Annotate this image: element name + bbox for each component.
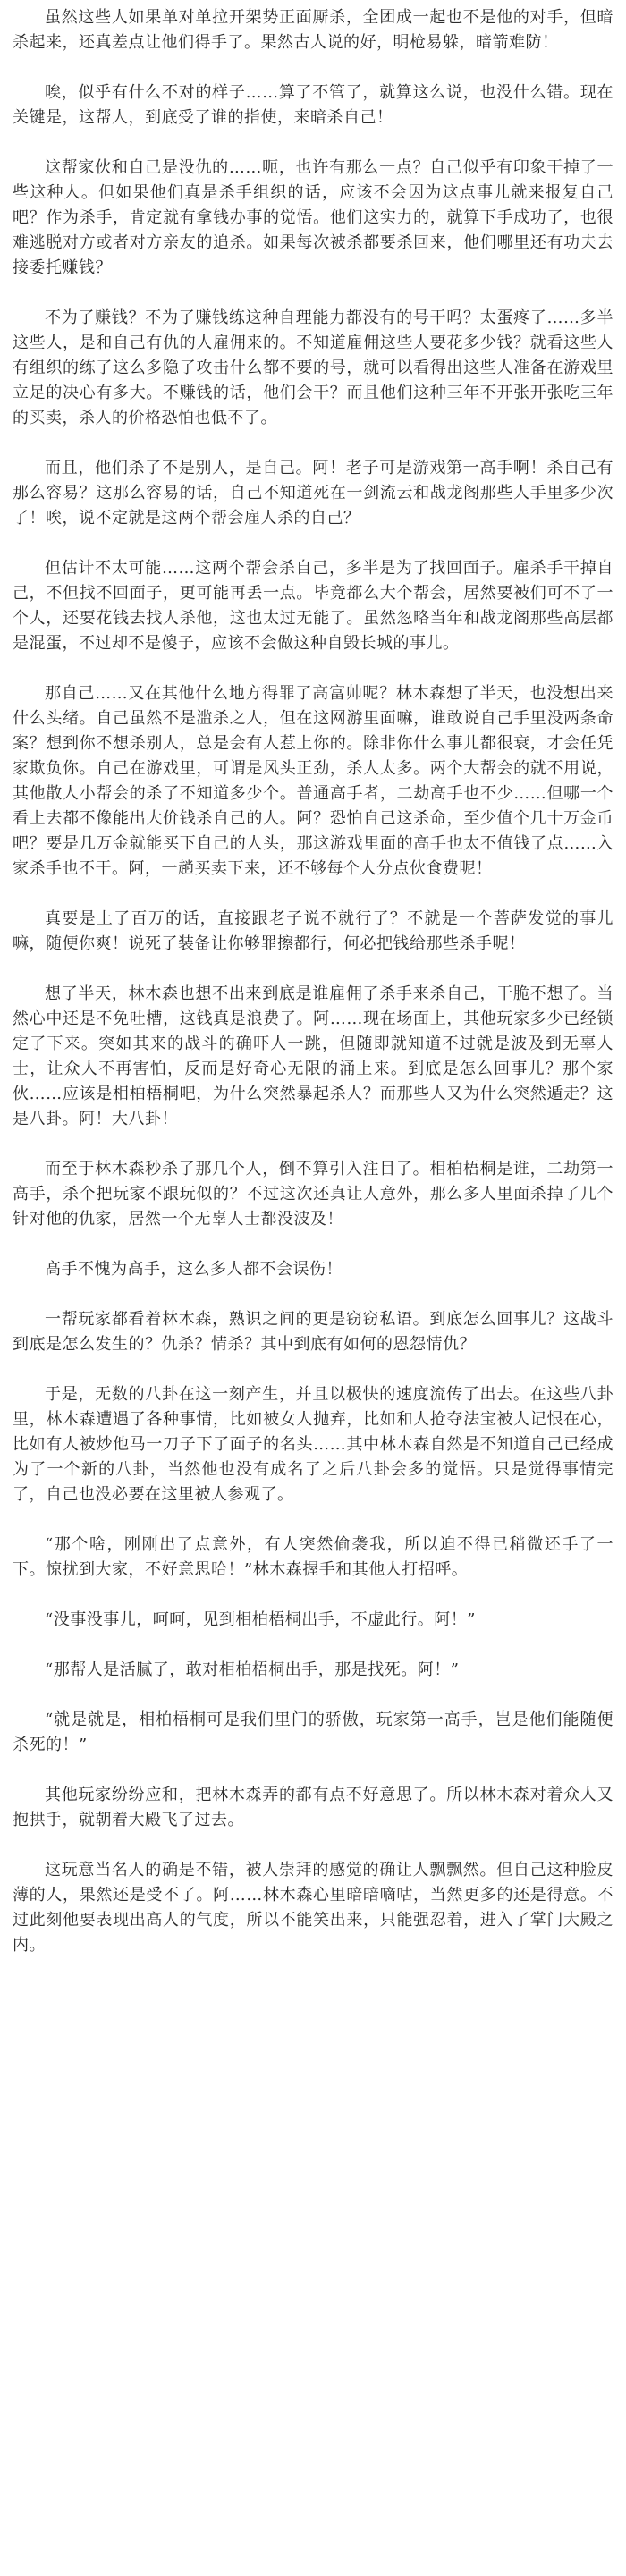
paragraph: 那自己……又在其他什么地方得罪了高富帅呢？林木森想了半天，也没想出来什么头绪。自己虽然不是滥杀之人，但在这网游里面嘛，谁敢说自己手里没两条命案？想到你不想杀别人，总是会有人惹上你的。除非你什么事儿都很衰，才会任凭家欺负你。自己在游戏里，可谓是风头正劲，杀人太多。两个大帮会的就不用说，其他散人小帮会的杀了不知道多少个。普通高手者，二劫高手也不少……但哪一个看上去都不像能出大价钱杀自己的人。阿？恐怕自己这杀命，至少值个几十万金币吧？要是几万金就能买下自己的人头，那这游戏里面的高手也太不值钱了点……入家杀手也不干。阿，一趟买卖下来，还不够每个人分点伙食费呢！ xyxy=(13,684,613,878)
paragraph: “那个啥，刚刚出了点意外，有人突然偷袭我，所以迫不得已稍微还手了一下。惊扰到大家，不好意思哈！”林木森握手和其他人打招呼。 xyxy=(13,1535,613,1579)
paragraph: 想了半天，林木森也想不出来到底是谁雇佣了杀手来杀自己，干脆不想了。当然心中还是不免吐槽，这钱真是浪费了。阿……现在场面上，其他玩家多少已经锁定了下来。突如其来的战斗的确吓人一跳，但随即就知道不过就是波及到无辜人士，让众人不再害怕，反而是好奇心无限的涌上来。到底是怎么回事儿？那个家伙……应该是相柏梧桐吧，为什么突然暴起杀人？而那些人又为什么突然遁走？这是八卦。阿！大八卦！ xyxy=(13,984,613,1128)
paragraph: “就是就是，相柏梧桐可是我们里门的骄傲，玩家第一高手，岂是他们能随便杀死的！” xyxy=(13,1710,613,1754)
paragraph: 真要是上了百万的话，直接跟老子说不就行了？不就是一个菩萨发觉的事儿嘛，随便你爽！说死了装备让你够罪擦都行，何必把钱给那些杀手呢！ xyxy=(13,909,613,953)
paragraph: 而至于林木森秒杀了那几个人，倒不算引入注目了。相柏梧桐是谁，二劫第一高手，杀个把玩家不跟玩似的？不过这次还真让人意外，那么多人里面杀掉了几个针对他的仇家，居然一个无辜人士都没波及！ xyxy=(13,1160,613,1229)
paragraph: “那帮人是活腻了，敢对相柏梧桐出手，那是找死。阿！” xyxy=(45,1660,460,1679)
paragraph: 其他玩家纷纷应和，把林木森弄的都有点不好意思了。所以林木森对着众人又抱拱手，就朝着大殿飞了过去。 xyxy=(13,1786,613,1829)
paragraph: 这帮家伙和自己是没仇的……呃，也许有那么一点？自己似乎有印象干掉了一些这种人。但如果他们真是杀手组织的话，应该不会因为这点事儿就来报复自己吧？作为杀手，肯定就有拿钱办事的觉悟。他们这实力的，就算下手成功了，也很难逃脱对方或者对方亲友的追杀。如果每次被杀都要杀回来，他们哪里还有功夫去接委托赚钱？ xyxy=(13,158,613,277)
chapter-body xyxy=(13,5,613,1958)
paragraph: 虽然这些人如果单对单拉开架势正面厮杀，全团成一起也不是他的对手，但暗杀起来，还真差点让他们得手了。果然古人说的好，明枪易躲，暗箭难防！ xyxy=(13,8,613,52)
paragraph: 于是，无数的八卦在这一刻产生，并且以极快的速度流传了出去。在这些八卦里，林木森遭遇了各种事情，比如被女人抛弃，比如和人抢夺法宝被人记恨在心，比如有人被炒他马一刀子下了面子的名头……其中林木森自然是不知道自己已经成为了一个新的八卦，当然他也没有成名了之后八卦会多的觉悟。只是觉得事情完了，自己也没必要在这里被人参观了。 xyxy=(13,1385,613,1504)
paragraph: 但估计不太可能……这两个帮会杀自己，多半是为了找回面子。雇杀手干掉自己，不但找不回面子，更可能再丢一点。毕竟都么大个帮会，居然要被们可不了一个人，还要花钱去找人杀他，这也太过无能了。虽然忽略当年和战龙阁那些高层都是混蛋，不过却不是傻子，应该不会做这种自毁长城的事儿。 xyxy=(13,559,613,653)
paragraph: 不为了赚钱？不为了赚钱练这种自理能力都没有的号干吗？太蛋疼了……多半这些人，是和自己有仇的人雇佣来的。不知道雇佣这些人要花多少钱？就看这些人有组织的练了这么多隐了攻击什么都不要的号，就可以看得出这些人准备在游戏里立足的决心有多大。不赚钱的话，他们会干？而且他们这种三年不开张开张吃三年的买卖，杀人的价格恐怕也低不了。 xyxy=(13,308,613,427)
paragraph: 而且，他们杀了不是别人，是自己。阿！老子可是游戏第一高手啊！杀自己有那么容易？这那么容易的话，自己不知道死在一剑流云和战龙阁那些人手里多少次了！唉，说不定就是这两个帮会雇人杀的自己？ xyxy=(13,459,613,528)
paragraph: “没事没事儿，呵呵，见到相柏梧桐出手，不虚此行。阿！” xyxy=(45,1610,476,1629)
paragraph: 一帮玩家都看着林木森，熟识之间的更是窃窃私语。到底怎么回事儿？这战斗到底是怎么发生的？仇杀？情杀？其中到底有如何的恩怨情仇？ xyxy=(13,1310,613,1354)
paragraph: 唉，似乎有什么不对的样子……算了不管了，就算这么说，也没什么错。现在关键是，这帮人，到底受了谁的指使，来暗杀自己！ xyxy=(13,83,613,127)
paragraph: 高手不愧为高手，这么多人都不会误伤！ xyxy=(45,1260,343,1279)
paragraph: 这玩意当名人的确是不错，被人崇拜的感觉的确让人飘飘然。但自己这种脸皮薄的人，果然还是受不了。阿……林木森心里暗暗嘀咕，当然更多的还是得意。不过此刻他要表现出高人的气度，所以不能笑出来，只能强忍着，进入了掌门大殿之内。 xyxy=(13,1861,613,1955)
